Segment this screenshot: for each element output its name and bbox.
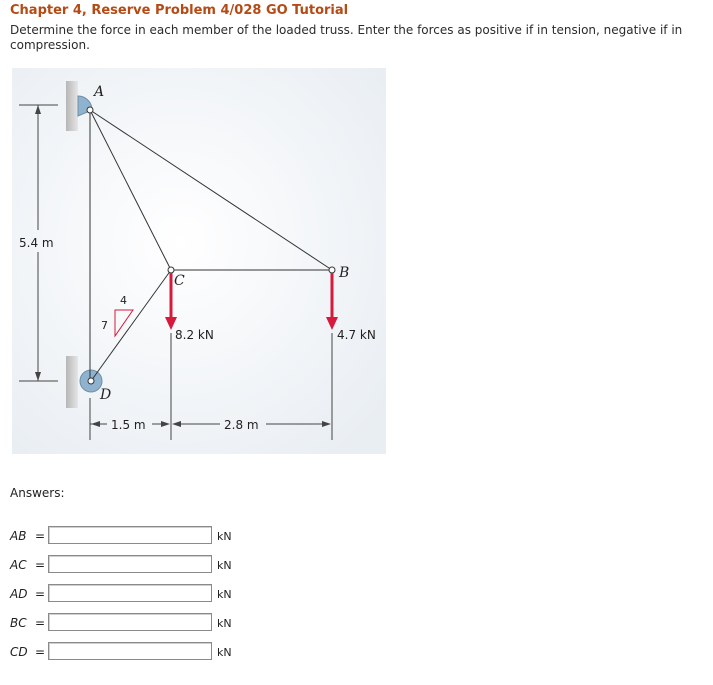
answer-var-cd: CD [10, 645, 28, 659]
answer-input-ad[interactable] [48, 584, 212, 602]
answer-var-ac: AC [10, 558, 27, 572]
answer-input-cd[interactable] [48, 642, 212, 660]
answer-equals: = [35, 616, 46, 630]
answer-var-ab: AB [10, 529, 27, 543]
truss-figure [12, 68, 386, 454]
joint-d [88, 378, 94, 384]
answer-var-bc: BC [10, 616, 27, 630]
answer-unit-cd: kN [217, 646, 232, 659]
node-label-c: C [174, 273, 185, 289]
slope-horizontal-label: 4 [120, 294, 127, 307]
answer-equals: = [35, 645, 46, 659]
dim-right-label: 2.8 m [224, 418, 259, 432]
load-b-label: 4.7 kN [337, 328, 376, 342]
slope-vertical-label: 7 [101, 319, 108, 332]
node-label-a: A [94, 84, 105, 100]
answer-input-ab[interactable] [48, 526, 212, 544]
joint-b [329, 267, 335, 273]
answer-unit-ad: kN [217, 588, 232, 601]
wall-support-bottom [66, 356, 78, 408]
node-label-b: B [339, 265, 350, 281]
wall-support-top [66, 81, 78, 131]
answer-input-ac[interactable] [48, 555, 212, 573]
joint-a [87, 107, 93, 113]
answer-var-ad: AD [10, 587, 28, 601]
answer-unit-ab: kN [217, 530, 232, 543]
answer-input-bc[interactable] [48, 613, 212, 631]
problem-title: Chapter 4, Reserve Problem 4/028 GO Tutorial [10, 3, 349, 18]
answer-unit-bc: kN [217, 617, 232, 630]
answer-unit-ac: kN [217, 559, 232, 572]
answer-equals: = [35, 529, 46, 543]
truss-diagram [12, 68, 386, 454]
height-dimension-label: 5.4 m [19, 236, 54, 250]
answer-equals: = [35, 558, 46, 572]
answers-label: Answers: [10, 486, 65, 500]
answer-equals: = [35, 587, 46, 601]
load-c-label: 8.2 kN [175, 328, 214, 342]
node-label-d: D [100, 387, 112, 403]
problem-description: Determine the force in each member of the loaded truss. Enter the forces as positive if in tension, negative if in compression. [10, 23, 683, 52]
dim-left-label: 1.5 m [111, 418, 146, 432]
